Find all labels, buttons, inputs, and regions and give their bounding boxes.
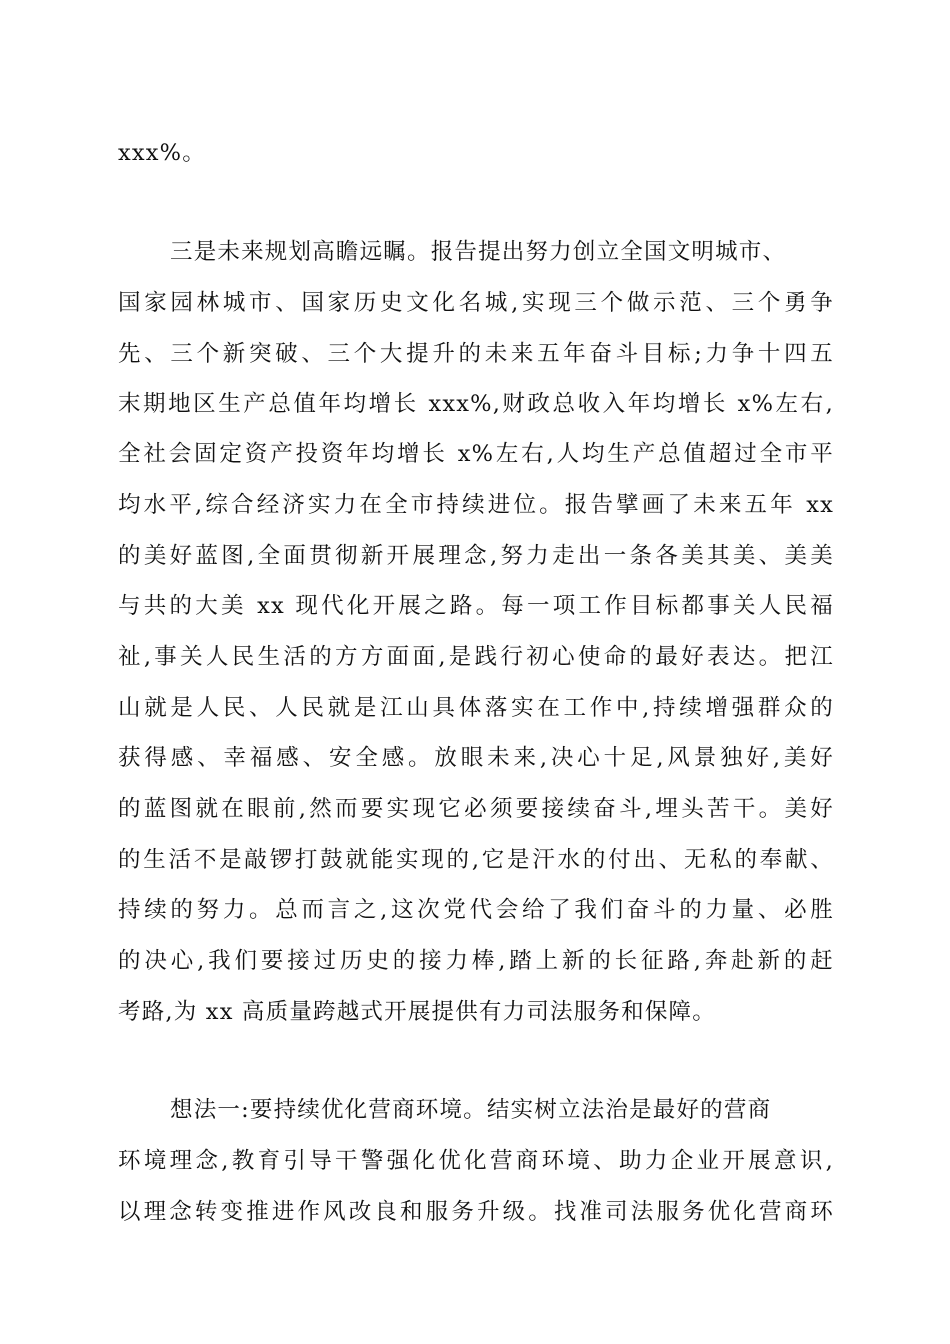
text-line: 以理念转变推进作风改良和服务升级。找准司法服务优化营商环 [118, 1199, 834, 1225]
text-line: 均水平,综合经济实力在全市持续进位。报告擘画了未来五年 xx [118, 492, 834, 518]
text-line: xxx%。 [118, 140, 206, 166]
text-line: 的蓝图就在眼前,然而要实现它必须要接续奋斗,埋头苦干。美好 [118, 796, 834, 822]
text-line: 环境理念,教育引导干警强化优化营商环境、助力企业开展意识, [118, 1148, 834, 1174]
text-line: 持续的努力。总而言之,这次党代会给了我们奋斗的力量、必胜 [118, 897, 834, 923]
text-line: 祉,事关人民生活的方方面面,是践行初心使命的最好表达。把江 [118, 644, 834, 670]
text-line: 与共的大美 xx 现代化开展之路。每一项工作目标都事关人民福 [118, 593, 834, 619]
text-line: 全社会固定资产投资年均增长 x%左右,人均生产总值超过全市平 [118, 441, 834, 467]
text-line: 先、三个新突破、三个大提升的未来五年奋斗目标;力争十四五 [118, 341, 834, 367]
text-line: 考路,为 xx 高质量跨越式开展提供有力司法服务和保障。 [118, 999, 716, 1025]
paragraph-first-line: 想法一:要持续优化营商环境。结实树立法治是最好的营商 [170, 1097, 772, 1123]
paragraph-first-line: 三是未来规划高瞻远瞩。报告提出努力创立全国文明城市、 [170, 239, 787, 265]
text-line: 的美好蓝图,全面贯彻新开展理念,努力走出一条各美其美、美美 [118, 543, 834, 569]
text-line: 国家园林城市、国家历史文化名城,实现三个做示范、三个勇争 [118, 290, 834, 316]
text-line: 末期地区生产总值年均增长 xxx%,财政总收入年均增长 x%左右, [118, 391, 834, 417]
text-line: 的生活不是敲锣打鼓就能实现的,它是汗水的付出、无私的奉献、 [118, 847, 834, 873]
text-line: 山就是人民、人民就是江山具体落实在工作中,持续增强群众的 [118, 695, 834, 721]
text-line: 的决心,我们要接过历史的接力棒,踏上新的长征路,奔赴新的赶 [118, 948, 834, 974]
text-line: 获得感、幸福感、安全感。放眼未来,决心十足,风景独好,美好 [118, 745, 834, 771]
